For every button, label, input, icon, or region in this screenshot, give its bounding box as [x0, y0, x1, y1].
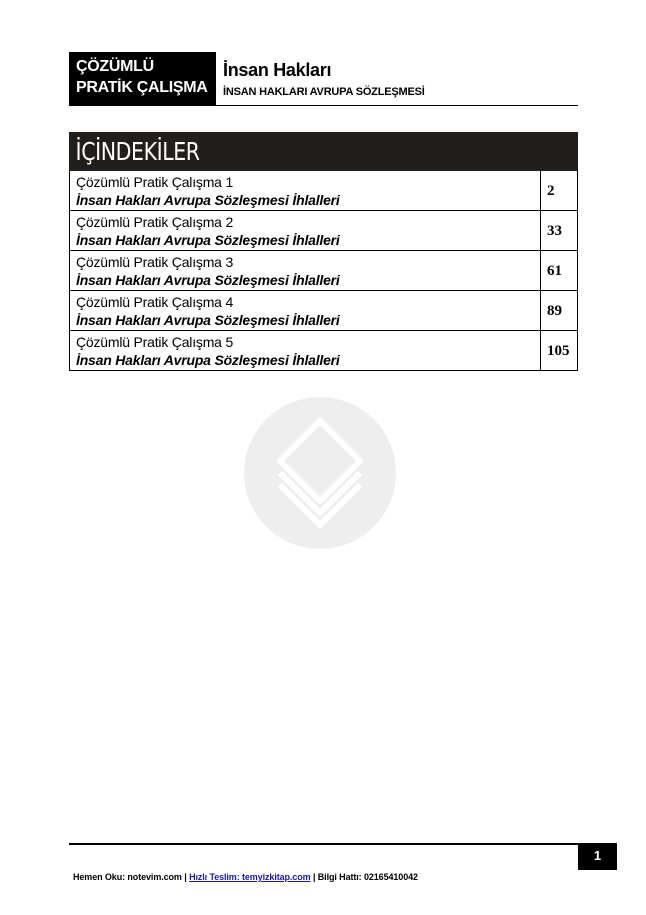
toc-heading-bar — [69, 132, 578, 171]
toc-page-cell — [540, 331, 578, 370]
footer-line — [73, 872, 418, 882]
page-number: 1 — [593, 848, 602, 863]
document-title: İnsan Hakları — [223, 60, 332, 80]
toc-row-title: Çözümlü Pratik Çalışma 5 — [76, 334, 234, 350]
toc-row-subtitle: İnsan Hakları Avrupa Sözleşmesi İhlalleri — [76, 192, 340, 208]
toc-row[interactable] — [69, 251, 578, 291]
stacked-layers-icon — [244, 397, 396, 549]
toc-page-cell — [540, 251, 578, 290]
footer-separator: | — [312, 872, 316, 882]
toc-row-title: Çözümlü Pratik Çalışma 2 — [76, 214, 234, 230]
toc-heading: İÇİNDEKİLER — [75, 137, 200, 166]
toc-row-subtitle: İnsan Hakları Avrupa Sözleşmesi İhlalleri — [76, 232, 340, 248]
table-of-contents — [69, 132, 578, 371]
toc-page-number: 33 — [547, 223, 562, 239]
toc-row-subtitle: İnsan Hakları Avrupa Sözleşmesi İhlalleri — [76, 272, 340, 288]
toc-page-cell — [540, 291, 578, 330]
toc-page-number: 105 — [547, 343, 570, 359]
toc-row-title: Çözümlü Pratik Çalışma 3 — [76, 254, 234, 270]
footer-divider — [69, 843, 578, 845]
footer-hotline-label: Bilgi Hattı: 02165410042 — [317, 872, 418, 882]
toc-page-number: 2 — [547, 183, 555, 199]
toc-row[interactable] — [69, 291, 578, 331]
toc-row[interactable] — [69, 171, 578, 211]
toc-row-title: Çözümlü Pratik Çalışma 1 — [76, 174, 234, 190]
page-number-box — [578, 843, 617, 870]
footer-delivery-link[interactable]: Hızlı Teslim: temyizkitap.com — [189, 872, 311, 882]
toc-row[interactable] — [69, 211, 578, 251]
footer-read-label: Hemen Oku: notevim.com — [73, 872, 182, 882]
document-subtitle: İNSAN HAKLARI AVRUPA SÖZLEŞMESİ — [223, 86, 425, 98]
badge-line-2: PRATİK ÇALIŞMA — [76, 79, 208, 96]
badge-line-1: ÇÖZÜMLÜ — [76, 58, 154, 75]
header-badge — [69, 52, 216, 106]
toc-row-title: Çözümlü Pratik Çalışma 4 — [76, 294, 234, 310]
toc-row-subtitle: İnsan Hakları Avrupa Sözleşmesi İhlalleri — [76, 312, 340, 328]
toc-page-number: 61 — [547, 263, 562, 279]
toc-row-subtitle: İnsan Hakları Avrupa Sözleşmesi İhlalleri — [76, 352, 340, 368]
toc-row[interactable] — [69, 331, 578, 371]
toc-page-number: 89 — [547, 303, 562, 319]
watermark-circle — [244, 397, 396, 549]
header-divider — [216, 105, 578, 106]
toc-page-cell — [540, 211, 578, 250]
footer-separator: | — [184, 872, 187, 882]
toc-page-cell — [540, 171, 578, 210]
